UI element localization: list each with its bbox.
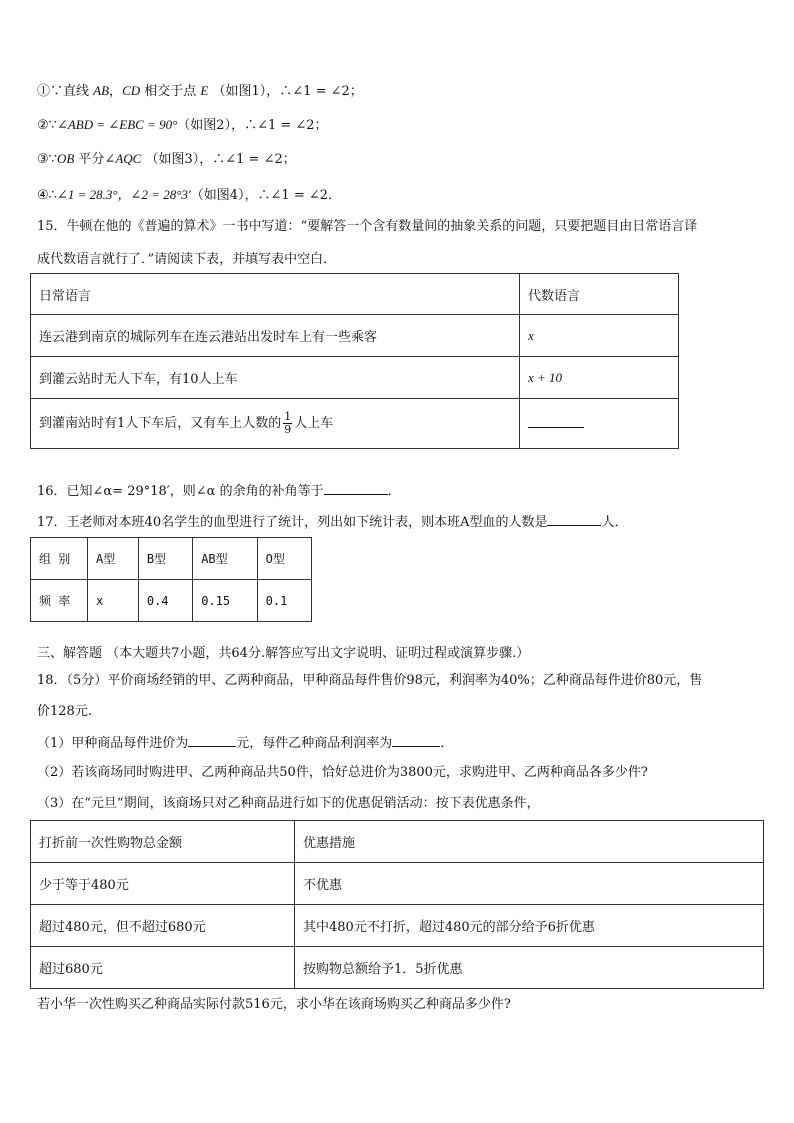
statement-1: ①∵直线 AB，CD 相交于点 E （如图1），∴∠1 = ∠2； — [37, 83, 363, 99]
discount-table — [30, 820, 764, 989]
table-header-algebra: 代数语言 — [520, 274, 679, 315]
section-heading: 三、解答题 （本大题共7小题，共64分.解答应写出文字说明、证明过程或演算步骤.） — [37, 646, 530, 661]
answer-blank[interactable] — [324, 482, 388, 495]
question-18-final: 若小华一次性购买乙种商品实际付款516元，求小华在该商场购买乙种商品多少件? — [37, 997, 511, 1012]
question-18-line2: 价128元. — [37, 704, 92, 719]
table-cell: 超过480元，但不超过680元 — [31, 905, 295, 947]
question-15-line1: 15．牛顿在他的《普遍的算术》一书中写道：“要解答一个含有数量间的抽象关系的问题，只要把题目由日常语言译 — [37, 219, 698, 234]
statement-2: ②∵∠ABD = ∠EBC = 90°（如图2），∴∠1 = ∠2； — [37, 117, 328, 133]
table-cell: AB型 — [193, 538, 257, 580]
table-cell: 组 别 — [31, 538, 88, 580]
answer-blank[interactable] — [528, 415, 584, 428]
table-cell: 到灌南站时有1人下车后，又有车上人数的 $\frac{1}{9}$ 人上车 — [31, 399, 520, 449]
statement-3: ③∵OB 平分∠AQC （如图3），∴∠1 = ∠2； — [37, 151, 296, 167]
question-18-part1: （1）甲种商品每件进价为 元，每件乙种商品利润率为 ． — [37, 736, 454, 751]
table-header-amount: 打折前一次性购物总金额 — [31, 821, 295, 863]
statement-4: ④∴∠1 = 28.3°，∠2 = 28°3′（如图4），∴∠1 = ∠2． — [37, 187, 342, 203]
table-cell: 少于等于480元 — [31, 863, 295, 905]
table-cell: 连云港到南京的城际列车在连云港站出发时车上有一些乘客 — [31, 315, 520, 357]
table-cell: A型 — [88, 538, 139, 580]
table-cell: 按购物总额给予1．5折优惠 — [295, 947, 764, 989]
table-cell: 到灌云站时无人下车，有10人上车 — [31, 357, 520, 399]
table-cell: 0.1 — [257, 580, 311, 622]
table-cell: 0.15 — [193, 580, 257, 622]
table-cell — [520, 399, 679, 449]
table-header-everyday: 日常语言 — [31, 274, 520, 315]
table-cell: B型 — [138, 538, 192, 580]
table-cell: 其中480元不打折，超过480元的部分给予6折优惠 — [295, 905, 764, 947]
answer-blank[interactable] — [392, 734, 440, 747]
answer-blank[interactable] — [547, 513, 601, 526]
table-cell: x + 10 — [520, 357, 679, 399]
blood-type-table — [30, 537, 312, 622]
table-header-discount: 优惠措施 — [295, 821, 764, 863]
question-16: 16．已知∠α= 29°18′，则∠α 的余角的补角等于 ． — [37, 484, 401, 499]
fraction: $\frac{1}{9}$ — [284, 410, 292, 436]
table-cell: x — [88, 580, 139, 622]
question-18-line1: 18．（5分）平价商场经销的甲、乙两种商品，甲种商品每件售价98元，利润率为40%；乙种商品每件进价80元，售 — [37, 673, 703, 688]
question-17: 17．王老师对本班40名学生的血型进行了统计，列出如下统计表，则本班A型血的人数是 人． — [37, 515, 628, 530]
answer-blank[interactable] — [188, 734, 236, 747]
table-cell: 超过680元 — [31, 947, 295, 989]
question-18-part2: （2）若该商场同时购进甲、乙两种商品共50件，恰好总进价为3800元，求购进甲、乙两种商品各多少件? — [37, 765, 648, 780]
question-18-part3: （3）在“元旦“期间，该商场只对乙种商品进行如下的优惠促销活动：按下表优惠条件， — [37, 796, 540, 811]
table-cell: x — [520, 315, 679, 357]
table-cell: 不优惠 — [295, 863, 764, 905]
table-cell: O型 — [257, 538, 311, 580]
table-cell: 0.4 — [138, 580, 192, 622]
language-table — [30, 273, 679, 449]
question-15-line2: 成代数语言就行了．”请阅读下表，并填写表中空白． — [37, 252, 337, 267]
table-cell: 频 率 — [31, 580, 88, 622]
